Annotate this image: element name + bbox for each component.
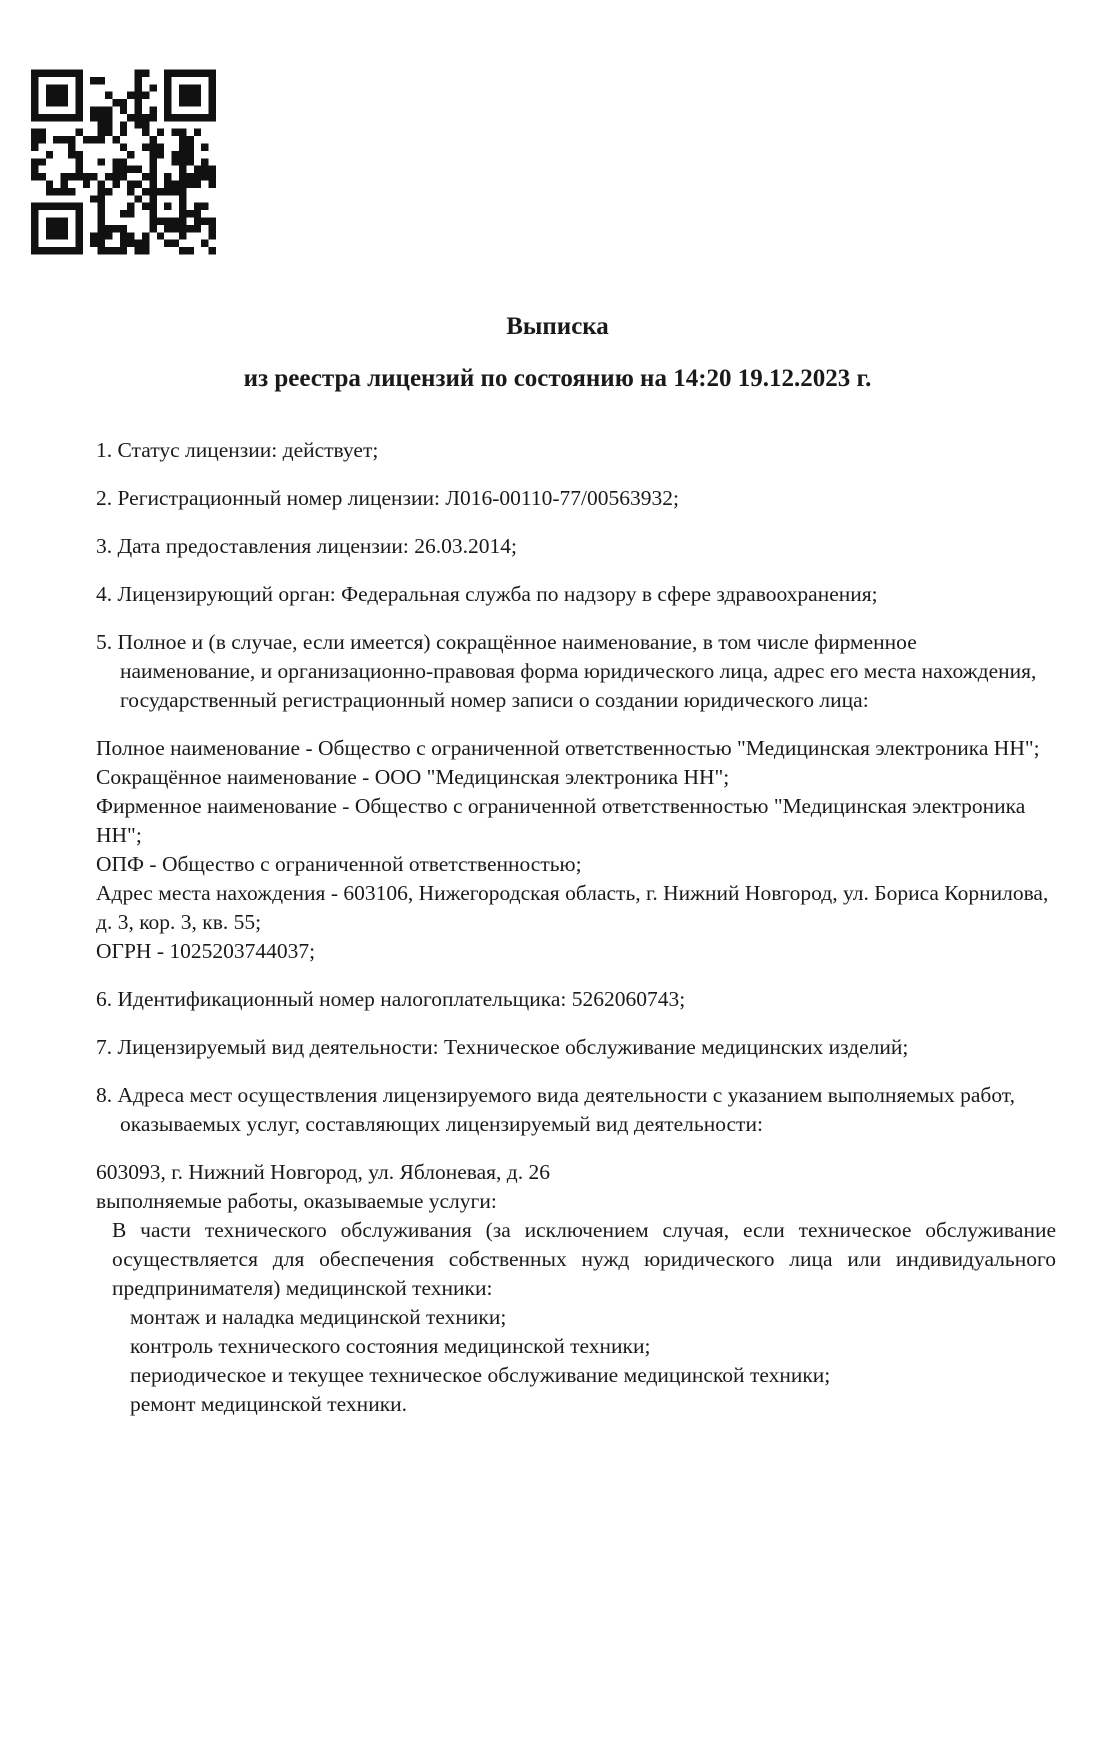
service-item: контроль технического состояния медицинской техники; — [130, 1334, 651, 1358]
org-address: Адрес места нахождения - 603106, Нижегородская область, г. Нижний Новгород, ул. Бориса Корнилова, д. 3, кор. 3, кв. 55; — [96, 881, 1049, 934]
services-list — [130, 1303, 1056, 1419]
org-full-name: Полное наименование - Общество с ограниченной ответственностью "Медицинская электроника НН"; — [96, 736, 1040, 760]
org-brand-name: Фирменное наименование - Общество с ограниченной ответственностью "Медицинская электроника НН"; — [96, 794, 1026, 847]
qr-code — [31, 66, 216, 258]
inn: 6. Идентификационный номер налогоплательщика: 5262060743; — [96, 987, 686, 1011]
document-body — [96, 436, 1056, 1419]
org-details — [96, 734, 1056, 966]
qr-code-graphic — [31, 66, 216, 258]
activity-addresses-heading: 8. Адреса мест осуществления лицензируемого вида деятельности с указанием выполняемых работ, оказываемых услуг, составляющих лицензируемый вид деятельности: — [96, 1083, 1015, 1136]
org-opf: ОПФ - Общество с ограниченной ответственностью; — [96, 852, 582, 876]
document-subtitle: из реестра лицензий по состоянию на 14:20 19.12.2023 г. — [243, 365, 872, 392]
org-ogrn: ОГРН - 1025203744037; — [96, 939, 316, 963]
document-title: Выписка — [506, 313, 609, 340]
org-short-name: Сокращённое наименование - ООО "Медицинская электроника НН"; — [96, 765, 730, 789]
activity-location — [96, 1158, 1056, 1419]
activity-address: 603093, г. Нижний Новгород, ул. Яблоневая, д. 26 — [96, 1160, 550, 1184]
activity-type: 7. Лицензируемый вид деятельности: Техническое обслуживание медицинских изделий; — [96, 1035, 909, 1059]
service-item: периодическое и текущее техническое обслуживание медицинской техники; — [130, 1363, 831, 1387]
service-item: ремонт медицинской техники. — [130, 1392, 408, 1416]
license-date: 3. Дата предоставления лицензии: 26.03.2014; — [96, 534, 517, 558]
license-number: 2. Регистрационный номер лицензии: Л016-00110-77/00563932; — [96, 486, 679, 510]
service-item: монтаж и наладка медицинской техники; — [130, 1305, 507, 1329]
services-description: В части технического обслуживания (за исключением случая, если техническое обслуживание осуществляется для обеспечения собственных нужд юридического лица или индивидуального предпринимателя) медицинской техники: — [112, 1218, 1056, 1300]
licensing-authority: 4. Лицензирующий орган: Федеральная служба по надзору в сфере здравоохранения; — [96, 582, 878, 606]
org-name-heading: 5. Полное и (в случае, если имеется) сокращённое наименование, в том числе фирменное наименование, и организационно-правовая форма юридического лица, адрес его места нахождения, государственный регистрационный номер записи о создании юридического лица: — [96, 630, 1037, 712]
works-label: выполняемые работы, оказываемые услуги: — [96, 1189, 497, 1213]
license-status: 1. Статус лицензии: действует; — [96, 438, 379, 462]
